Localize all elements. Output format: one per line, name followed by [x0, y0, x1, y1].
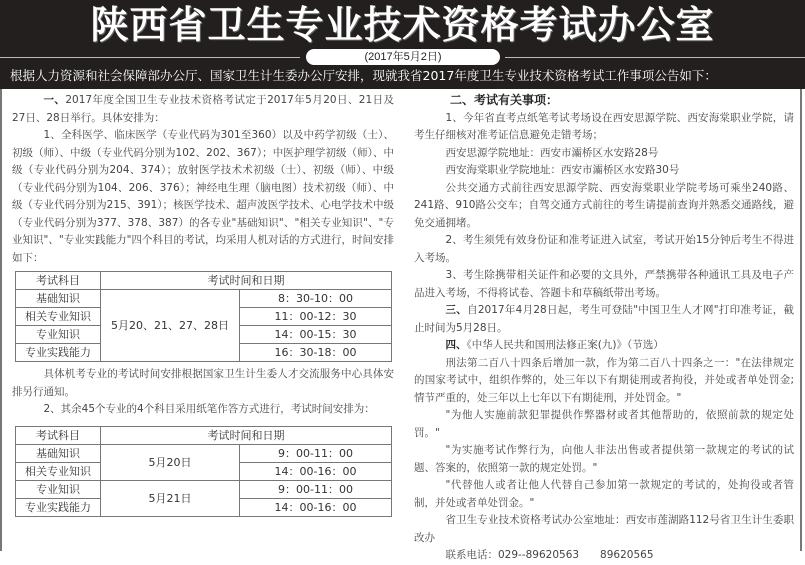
date-cell: 5月21日 [101, 480, 240, 516]
date-row [0, 49, 805, 65]
table-header-row [16, 272, 392, 290]
time-cell: 14：00-15：30 [240, 326, 392, 344]
time-cell: 14：00-16：00 [240, 462, 392, 480]
law-paragraph-4: "代替他人或者让他人代替自己参加第一款规定的考试的，处拘役或者管制，并处或者单处罚金。" [414, 479, 794, 509]
office-address: 省卫生专业技术资格考试办公室地址：西安市莲湖路112号省卫生计生委职改办 [414, 514, 794, 544]
time-cell: 9：00-11：00 [240, 480, 392, 498]
section-3-text: 自2017年4月28日起，考生可登陆"中国卫生人才网"打印准考证，截止时间为5月28日。 [414, 304, 795, 334]
table-header-row [16, 426, 392, 444]
left-column [0, 89, 400, 551]
time-cell: 8：30-10：00 [240, 290, 392, 308]
date-cell: 5月20、21、27、28日 [101, 290, 240, 362]
subject-cell: 基础知识 [16, 444, 101, 462]
section-2-item-1: 1、今年省直考点纸笔考试考场设在西安思源学院、西安海棠职业学院，请考生仔细核对准考证信息避免走错考场； [414, 111, 794, 141]
address-siyuan: 西安思源学院地址：西安市灞桥区水安路28号 [445, 146, 659, 159]
section-1-text: 2017年度全国卫生专业技术资格考试定于2017年5月20日、21日及27日、28日举行。具体安排为： [12, 94, 394, 124]
subject-cell: 专业实践能力 [16, 344, 101, 362]
header-banner [0, 0, 805, 89]
header-time: 考试时间和日期 [101, 426, 392, 444]
date-cell: 5月20日 [101, 444, 240, 480]
time-cell: 9：00-11：00 [240, 444, 392, 462]
section-4-heading: 四、 [445, 339, 467, 351]
section-1-heading: 一、 [43, 94, 66, 106]
section-4 [404, 337, 800, 355]
subject-cell: 专业知识 [16, 326, 101, 344]
law-paragraph-3: "为实施考试作弊行为，向他人非法出售或者提供第一款规定的考试的试题、答案的，依照第一款的规定处罚。" [414, 444, 794, 474]
header-subject: 考试科目 [16, 272, 101, 290]
time-cell: 16：30-18：00 [240, 344, 392, 362]
section-3 [404, 302, 800, 337]
section-2-heading: 二、考试有关事项： [450, 93, 559, 107]
table-row [16, 290, 392, 308]
publish-date: (2017年5月2日) [306, 49, 500, 65]
transport-info: 公共交通方式前往西安思源学院、西安海棠职业学院考场可乘坐240路、241路、910路公交车；自驾交通方式前往的考生请提前查询并熟悉交通路线，避免交通拥堵。 [414, 181, 794, 229]
header-subject: 考试科目 [16, 426, 101, 444]
schedule-table-paper [15, 426, 392, 517]
schedule-table-computer [15, 271, 392, 362]
law-paragraph-1: 刑法第二百八十四条后增加一款，作为第二百八十四条之一："在法律规定的国家考试中，组织作弊的，处三年以下有期徒刑或者拘役，并处或者单处罚金;情节严重的，处三年以上七年以下有期徒刑，并处罚金。" [414, 356, 794, 404]
subject-cell: 基础知识 [16, 290, 101, 308]
note-computer-exam: 具体机考专业的考试时间安排根据国家卫生计生委人才交流服务中心具体安排另行通知。 [12, 368, 394, 398]
subject-cell: 专业实践能力 [16, 498, 101, 516]
contact-phone: 联系电话：029--89620563 89620565 [445, 549, 654, 561]
divider-right [505, 57, 805, 58]
law-paragraph-2: "为他人实施前款犯罪提供作弊器材或者其他帮助的，依照前款的规定处罚。" [414, 409, 794, 439]
section-2-item-2: 2、考生须凭有效身份证和准考证进入试室，考试开始15分钟后考生不得进入考场。 [414, 234, 794, 264]
header-time: 考试时间和日期 [101, 272, 392, 290]
table-row [16, 480, 392, 498]
table-row [16, 444, 392, 462]
section-3-heading: 三、 [445, 304, 468, 316]
page-title: 陕西省卫生专业技术资格考试办公室 [90, 2, 715, 47]
address-haitang: 西安海棠职业学院地址：西安市灞桥区水安路30号 [445, 164, 680, 176]
section-2-item-3: 3、考生除携带相关证件和必要的文具外，严禁携带各种通讯工具及电子产品进入考场，不得将试卷、答题卡和草稿纸带出考场。 [414, 269, 794, 299]
intro-text: 根据人力资源和社会保障部办公厅、国家卫生计生委办公厅安排，现就我省2017年度卫生专业技术资格考试工作事项公告如下： [10, 68, 717, 83]
right-column [404, 89, 802, 561]
section-1 [2, 92, 400, 127]
section-1-item-1: 1、全科医学、临床医学（专业代码为301至360）以及中药学初级（士）、初级（师）、中级（专业代码分别为102、202、367）；中医护理学初级（师）、中级（专业代码分别为204、374）；放射医学技术术初级（士）、初级（师）、中级（专业代码分别为104、206、376）；神经电生理（脑电图）技术初级（师）、中级（专业代码分别为215、391）；核医学技术、超声波医学技术、心电学技术中级（专业代码分别为377、378、387）的各专业"基础知识"、"相关专业知识"、"专业知识"、"专业实践能力"四个科目的考试，均采用人机对话的方式进行，时间安排如下： [12, 129, 394, 264]
time-cell: 14：00-16：00 [240, 498, 392, 516]
section-4-text: 《中华人民共和国刑法修正案(九)》（节选） [466, 339, 664, 351]
subject-cell: 相关专业知识 [16, 462, 101, 480]
time-cell: 11：00-12：30 [240, 308, 392, 326]
subject-cell: 相关专业知识 [16, 308, 101, 326]
divider-left [0, 57, 300, 58]
subject-cell: 专业知识 [16, 480, 101, 498]
section-1-item-2: 2、其余45个专业的4个科目采用纸笔作答方式进行，考试时间安排为： [43, 403, 375, 415]
